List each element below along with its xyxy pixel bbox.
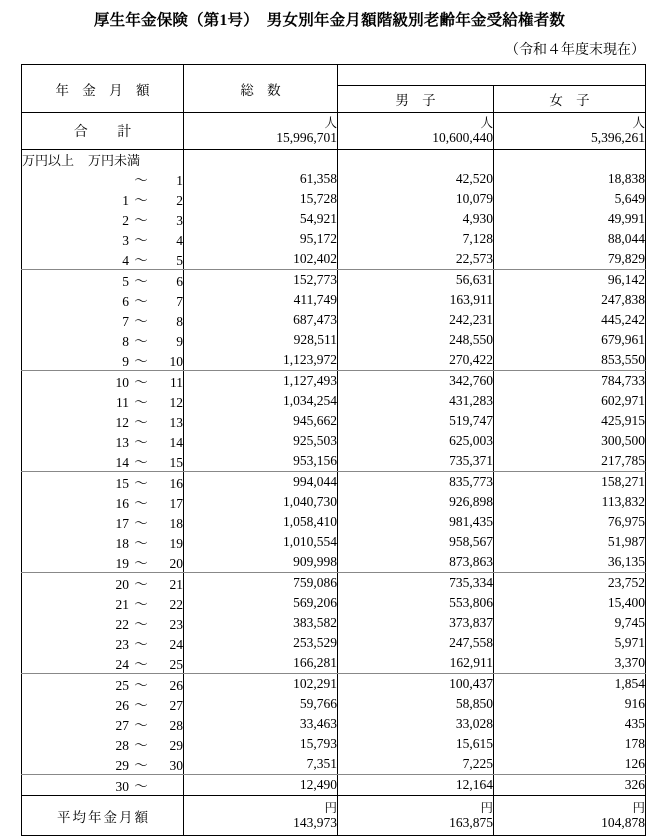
band-upper-value: 10	[169, 354, 183, 369]
row-female-value: 602,971	[494, 391, 646, 411]
range-tilde: ～	[134, 779, 148, 794]
row-total-value: 383,582	[184, 613, 338, 633]
table-row	[22, 512, 646, 532]
row-female-value: 88,044	[494, 229, 646, 249]
row-male-value: 981,435	[338, 512, 494, 532]
row-total-value: 12,490	[184, 775, 338, 796]
band-upper-value: 28	[169, 718, 183, 733]
band-upper-value: 16	[169, 476, 183, 491]
band-upper-value: 11	[170, 375, 183, 390]
unit-yen-female: 円	[632, 800, 645, 815]
band-range-cell	[22, 593, 184, 613]
row-female-value: 113,832	[494, 492, 646, 512]
row-male-value: 735,371	[338, 451, 494, 472]
row-female-value: 96,142	[494, 270, 646, 291]
band-upper-label: 万円未満	[88, 153, 141, 168]
band-lower-value: 28	[115, 738, 129, 753]
row-total-value: 102,402	[184, 249, 338, 270]
row-female-value: 178	[494, 734, 646, 754]
band-lower-value: 17	[115, 516, 129, 531]
row-male-value: 835,773	[338, 472, 494, 493]
band-lower-value: 11	[116, 395, 129, 410]
row-female-value: 15,400	[494, 593, 646, 613]
band-lower-value: 3	[122, 233, 129, 248]
summary-female-value: 5,396,261	[591, 130, 645, 146]
row-female-value: 784,733	[494, 371, 646, 392]
band-lower-value: 2	[122, 213, 129, 228]
table-row	[22, 310, 646, 330]
unit-people-total: 人	[324, 116, 337, 131]
row-male-value: 373,837	[338, 613, 494, 633]
header-spacer-female	[494, 65, 646, 86]
band-subheader-female-spacer	[494, 150, 646, 170]
range-tilde: ～	[134, 637, 148, 652]
range-tilde: ～	[134, 536, 148, 551]
band-range-cell	[22, 270, 184, 291]
row-male-value: 162,911	[338, 653, 494, 674]
range-tilde: ～	[134, 698, 148, 713]
band-lower-value: 7	[122, 314, 129, 329]
row-female-value: 916	[494, 694, 646, 714]
range-tilde: ～	[134, 476, 148, 491]
row-male-value: 58,850	[338, 694, 494, 714]
table-row	[22, 270, 646, 291]
band-range-cell	[22, 734, 184, 754]
row-total-value: 1,010,554	[184, 532, 338, 552]
range-tilde: ～	[134, 314, 148, 329]
band-range-subheader	[22, 150, 184, 170]
range-tilde: ～	[134, 718, 148, 733]
band-lower-value: 15	[115, 476, 129, 491]
unit-people-male: 人	[480, 116, 493, 131]
band-range-cell	[22, 633, 184, 653]
summary-row	[22, 113, 646, 150]
range-tilde: ～	[134, 274, 148, 289]
table-row	[22, 552, 646, 573]
band-upper-value: 12	[169, 395, 183, 410]
band-lower-value: 21	[115, 597, 129, 612]
row-total-value: 1,040,730	[184, 492, 338, 512]
band-range-cell	[22, 431, 184, 451]
table-body	[22, 65, 646, 836]
row-female-value: 5,971	[494, 633, 646, 653]
band-range-cell	[22, 653, 184, 674]
row-female-value: 23,752	[494, 573, 646, 594]
table-row	[22, 169, 646, 189]
range-tilde: ～	[134, 354, 148, 369]
band-upper-value: 5	[176, 253, 183, 268]
range-tilde: ～	[134, 657, 148, 672]
table-row	[22, 694, 646, 714]
row-total-value: 1,127,493	[184, 371, 338, 392]
row-total-value: 1,034,254	[184, 391, 338, 411]
row-total-value: 7,351	[184, 754, 338, 775]
row-female-value: 5,649	[494, 189, 646, 209]
row-total-value: 61,358	[184, 169, 338, 189]
summary-female-cell	[494, 113, 646, 150]
row-total-value: 1,058,410	[184, 512, 338, 532]
row-total-value: 253,529	[184, 633, 338, 653]
band-lower-value: 18	[115, 536, 129, 551]
row-male-value: 22,573	[338, 249, 494, 270]
band-range-cell	[22, 714, 184, 734]
band-range-cell	[22, 552, 184, 573]
row-female-value: 445,242	[494, 310, 646, 330]
band-lower-value: 12	[115, 415, 129, 430]
row-male-value: 7,225	[338, 754, 494, 775]
row-female-value: 49,991	[494, 209, 646, 229]
row-female-value: 18,838	[494, 169, 646, 189]
range-tilde: ～	[134, 758, 148, 773]
band-upper-value: 30	[169, 758, 183, 773]
row-female-value: 853,550	[494, 350, 646, 371]
band-upper-value: 2	[176, 193, 183, 208]
table-row	[22, 674, 646, 695]
band-range-cell	[22, 411, 184, 431]
band-range-cell	[22, 512, 184, 532]
range-tilde: ～	[134, 617, 148, 632]
row-total-value: 909,998	[184, 552, 338, 573]
band-upper-value: 29	[169, 738, 183, 753]
column-header-male: 男 子	[338, 86, 494, 113]
band-range-cell	[22, 754, 184, 775]
row-total-value: 102,291	[184, 674, 338, 695]
row-total-value: 994,044	[184, 472, 338, 493]
band-range-cell	[22, 391, 184, 411]
band-lower-value: 9	[122, 354, 129, 369]
row-male-value: 100,437	[338, 674, 494, 695]
row-female-value: 300,500	[494, 431, 646, 451]
band-lower-value: 23	[115, 637, 129, 652]
row-female-value: 126	[494, 754, 646, 775]
band-upper-value: 22	[169, 597, 183, 612]
band-upper-value: 1	[176, 173, 183, 188]
row-female-value: 3,370	[494, 653, 646, 674]
band-range-cell	[22, 775, 184, 796]
band-lower-value: 26	[115, 698, 129, 713]
average-female-value: 104,878	[601, 814, 645, 830]
band-range-cell	[22, 189, 184, 209]
band-upper-value: 19	[169, 536, 183, 551]
summary-male-value: 10,600,440	[432, 130, 493, 146]
band-range-cell	[22, 613, 184, 633]
band-upper-value: 15	[169, 455, 183, 470]
range-tilde: ～	[134, 415, 148, 430]
column-header-total: 総 数	[184, 65, 338, 113]
row-total-value: 411,749	[184, 290, 338, 310]
band-lower-value: 14	[115, 455, 129, 470]
band-range-cell	[22, 694, 184, 714]
page-subtitle: （令和４年度末現在）	[505, 43, 645, 58]
band-lower-label: 万円以上	[22, 153, 75, 168]
table-row	[22, 431, 646, 451]
band-upper-value: 23	[169, 617, 183, 632]
table-row	[22, 472, 646, 493]
band-lower-value: 13	[115, 435, 129, 450]
band-subheader-total-spacer	[184, 150, 338, 170]
band-lower-value: 19	[115, 556, 129, 571]
band-upper-value: 25	[169, 657, 183, 672]
summary-total-value: 15,996,701	[276, 130, 337, 146]
range-tilde: ～	[134, 294, 148, 309]
row-total-value: 95,172	[184, 229, 338, 249]
band-upper-value: 4	[176, 233, 183, 248]
band-range-cell	[22, 472, 184, 493]
range-tilde: ～	[134, 233, 148, 248]
row-male-value: 10,079	[338, 189, 494, 209]
range-tilde: ～	[134, 334, 148, 349]
table-row	[22, 653, 646, 674]
average-female-cell	[494, 796, 646, 836]
row-total-value: 59,766	[184, 694, 338, 714]
band-upper-value: 27	[169, 698, 183, 713]
row-total-value: 953,156	[184, 451, 338, 472]
band-upper-value: 9	[176, 334, 183, 349]
range-tilde: ～	[134, 577, 148, 592]
average-label: 平均年金月額	[22, 796, 184, 836]
band-upper-value: 3	[176, 213, 183, 228]
table-row	[22, 371, 646, 392]
table-row	[22, 350, 646, 371]
row-male-value: 625,003	[338, 431, 494, 451]
range-tilde: ～	[134, 738, 148, 753]
band-lower-value: 5	[122, 274, 129, 289]
band-upper-value: 14	[169, 435, 183, 450]
pension-table-container	[21, 64, 645, 836]
row-total-value: 1,123,972	[184, 350, 338, 371]
unit-people-female: 人	[632, 116, 645, 131]
row-female-value: 51,987	[494, 532, 646, 552]
row-female-value: 158,271	[494, 472, 646, 493]
row-male-value: 270,422	[338, 350, 494, 371]
row-male-value: 735,334	[338, 573, 494, 594]
row-male-value: 4,930	[338, 209, 494, 229]
band-range-cell	[22, 290, 184, 310]
range-tilde: ～	[134, 435, 148, 450]
band-range-cell	[22, 350, 184, 371]
average-total-cell	[184, 796, 338, 836]
band-range-cell	[22, 451, 184, 472]
average-male-value: 163,875	[449, 814, 493, 830]
column-header-female: 女 子	[494, 86, 646, 113]
average-row	[22, 796, 646, 836]
band-upper-value: 18	[169, 516, 183, 531]
band-range-cell	[22, 310, 184, 330]
band-lower-value: 10	[115, 375, 129, 390]
band-lower-value: 1	[122, 193, 129, 208]
band-upper-value: 7	[176, 294, 183, 309]
row-total-value: 759,086	[184, 573, 338, 594]
table-row	[22, 633, 646, 653]
band-lower-value: 25	[115, 678, 129, 693]
row-male-value: 553,806	[338, 593, 494, 613]
row-male-value: 12,164	[338, 775, 494, 796]
row-total-value: 33,463	[184, 714, 338, 734]
unit-yen-total: 円	[324, 800, 337, 815]
row-male-value: 248,550	[338, 330, 494, 350]
range-tilde: ～	[134, 253, 148, 268]
band-upper-value: 20	[169, 556, 183, 571]
row-female-value: 435	[494, 714, 646, 734]
band-upper-value: 26	[169, 678, 183, 693]
range-tilde: ～	[134, 516, 148, 531]
row-female-value: 9,745	[494, 613, 646, 633]
row-male-value: 163,911	[338, 290, 494, 310]
band-lower-value: 22	[115, 617, 129, 632]
row-female-value: 79,829	[494, 249, 646, 270]
table-row	[22, 229, 646, 249]
pension-statistics-table	[21, 64, 646, 836]
band-lower-value: 16	[115, 496, 129, 511]
table-row	[22, 714, 646, 734]
row-total-value: 15,793	[184, 734, 338, 754]
band-range-cell	[22, 249, 184, 270]
row-total-value: 687,473	[184, 310, 338, 330]
range-tilde: ～	[134, 496, 148, 511]
band-lower-value: 29	[115, 758, 129, 773]
range-tilde: ～	[134, 193, 148, 208]
range-tilde: ～	[134, 556, 148, 571]
table-row	[22, 492, 646, 512]
table-row	[22, 249, 646, 270]
table-row	[22, 391, 646, 411]
band-range-cell	[22, 169, 184, 189]
table-row	[22, 290, 646, 310]
range-tilde: ～	[134, 213, 148, 228]
table-row	[22, 613, 646, 633]
band-upper-value: 13	[169, 415, 183, 430]
band-range-cell	[22, 229, 184, 249]
band-lower-value: 6	[122, 294, 129, 309]
table-row	[22, 754, 646, 775]
band-range-cell	[22, 573, 184, 594]
range-tilde: ～	[134, 678, 148, 693]
table-row	[22, 532, 646, 552]
page-title: 厚生年金保険（第1号） 男女別年金月額階級別老齢年金受給権者数	[93, 12, 566, 29]
row-male-value: 342,760	[338, 371, 494, 392]
band-range-cell	[22, 209, 184, 229]
row-total-value: 569,206	[184, 593, 338, 613]
table-row	[22, 411, 646, 431]
band-lower-value: 24	[115, 657, 129, 672]
range-tilde: ～	[134, 455, 148, 470]
header-spacer-male	[338, 65, 494, 86]
band-upper-value: 21	[169, 577, 183, 592]
row-male-value: 42,520	[338, 169, 494, 189]
header-row-top	[22, 65, 646, 86]
column-header-band: 年 金 月 額	[22, 65, 184, 113]
band-range-cell	[22, 492, 184, 512]
summary-label: 合 計	[22, 113, 184, 150]
row-male-value: 242,231	[338, 310, 494, 330]
table-row	[22, 209, 646, 229]
row-total-value: 15,728	[184, 189, 338, 209]
summary-male-cell	[338, 113, 494, 150]
row-female-value: 1,854	[494, 674, 646, 695]
row-female-value: 247,838	[494, 290, 646, 310]
range-tilde: ～	[134, 597, 148, 612]
row-male-value: 7,128	[338, 229, 494, 249]
row-total-value: 945,662	[184, 411, 338, 431]
table-row	[22, 451, 646, 472]
average-male-cell	[338, 796, 494, 836]
band-range-cell	[22, 532, 184, 552]
row-male-value: 15,615	[338, 734, 494, 754]
table-row	[22, 573, 646, 594]
row-female-value: 425,915	[494, 411, 646, 431]
table-row	[22, 775, 646, 796]
range-tilde: ～	[134, 375, 148, 390]
band-lower-value: 27	[115, 718, 129, 733]
table-row	[22, 189, 646, 209]
band-upper-value: 6	[176, 274, 183, 289]
row-female-value: 679,961	[494, 330, 646, 350]
band-subheader-row	[22, 150, 646, 170]
row-male-value: 431,283	[338, 391, 494, 411]
row-female-value: 76,975	[494, 512, 646, 532]
average-total-value: 143,973	[293, 814, 337, 830]
row-total-value: 928,511	[184, 330, 338, 350]
row-male-value: 56,631	[338, 270, 494, 291]
table-row	[22, 593, 646, 613]
band-lower-value: 20	[115, 577, 129, 592]
summary-total-cell	[184, 113, 338, 150]
row-total-value: 54,921	[184, 209, 338, 229]
band-range-cell	[22, 371, 184, 392]
row-male-value: 958,567	[338, 532, 494, 552]
row-total-value: 925,503	[184, 431, 338, 451]
table-row	[22, 330, 646, 350]
row-female-value: 217,785	[494, 451, 646, 472]
row-male-value: 247,558	[338, 633, 494, 653]
range-tilde: ～	[134, 173, 148, 188]
band-lower-value: 8	[122, 334, 129, 349]
band-upper-value: 17	[169, 496, 183, 511]
table-row	[22, 734, 646, 754]
row-male-value: 519,747	[338, 411, 494, 431]
band-lower-value: 4	[122, 253, 129, 268]
band-subheader-male-spacer	[338, 150, 494, 170]
band-upper-value: 8	[176, 314, 183, 329]
band-lower-value: 30	[115, 779, 129, 794]
row-total-value: 152,773	[184, 270, 338, 291]
band-range-cell	[22, 330, 184, 350]
row-male-value: 926,898	[338, 492, 494, 512]
row-male-value: 33,028	[338, 714, 494, 734]
row-female-value: 326	[494, 775, 646, 796]
row-female-value: 36,135	[494, 552, 646, 573]
unit-yen-male: 円	[480, 800, 493, 815]
row-total-value: 166,281	[184, 653, 338, 674]
band-upper-value: 24	[169, 637, 183, 652]
row-male-value: 873,863	[338, 552, 494, 573]
band-range-cell	[22, 674, 184, 695]
range-tilde: ～	[134, 395, 148, 410]
